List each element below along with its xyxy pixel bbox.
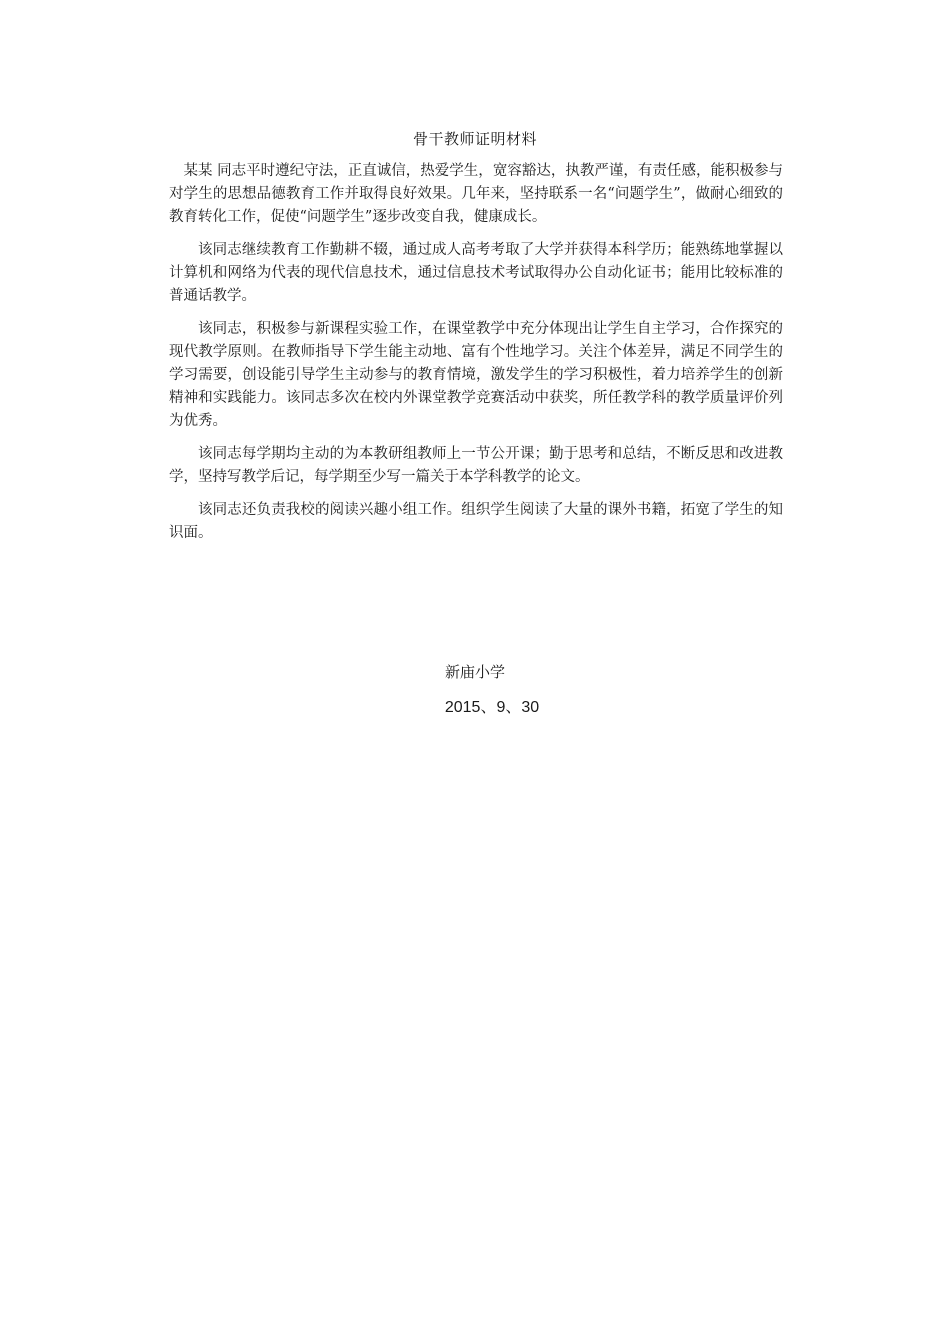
paragraph-5: 该同志还负责我校的阅读兴趣小组工作。组织学生阅读了大量的课外书籍，拓宽了学生的知识面。 [169, 502, 783, 541]
document-body [169, 160, 783, 555]
document-title: 骨干教师证明材料 [412, 130, 537, 148]
paragraph-3: 该同志，积极参与新课程实验工作，在课堂教学中充分体现出让学生自主学习，合作探究的现代教学原则。在教师指导下学生能主动地、富有个性地学习。关注个体差异，满足不同学生的学习需要，创设能引导学生主动参与的教育情境，激发学生的学习积极性，着力培养学生的创新精神和实践能力。该同志多次在校内外课堂教学竞赛活动中获奖，所任教学科的教学质量评价列为优秀。 [169, 321, 783, 429]
paragraph-2: 该同志继续教育工作勤耕不辍，通过成人高考考取了大学并获得本科学历；能熟练地掌握以计算机和网络为代表的现代信息技术，通过信息技术考试取得办公自动化证书；能用比较标准的普通话教学。 [169, 242, 783, 304]
signature-school: 新庙小学 [444, 663, 505, 681]
paragraph-1: 某某 同志平时遵纪守法，正直诚信，热爱学生，宽容豁达，执教严谨，有责任感，能积极参与对学生的思想品德教育工作并取得良好效果。几年来，坚持联系一名“问题学生”，做耐心细致的教育转化工作，促使“问题学生”逐步改变自我，健康成长。 [169, 163, 783, 225]
signature-date: 2015、9、30 [444, 699, 540, 716]
paragraph-4: 该同志每学期均主动的为本教研组教师上一节公开课；勤于思考和总结，不断反思和改进教学，坚持写教学后记，每学期至少写一篇关于本学科教学的论文。 [169, 446, 783, 485]
